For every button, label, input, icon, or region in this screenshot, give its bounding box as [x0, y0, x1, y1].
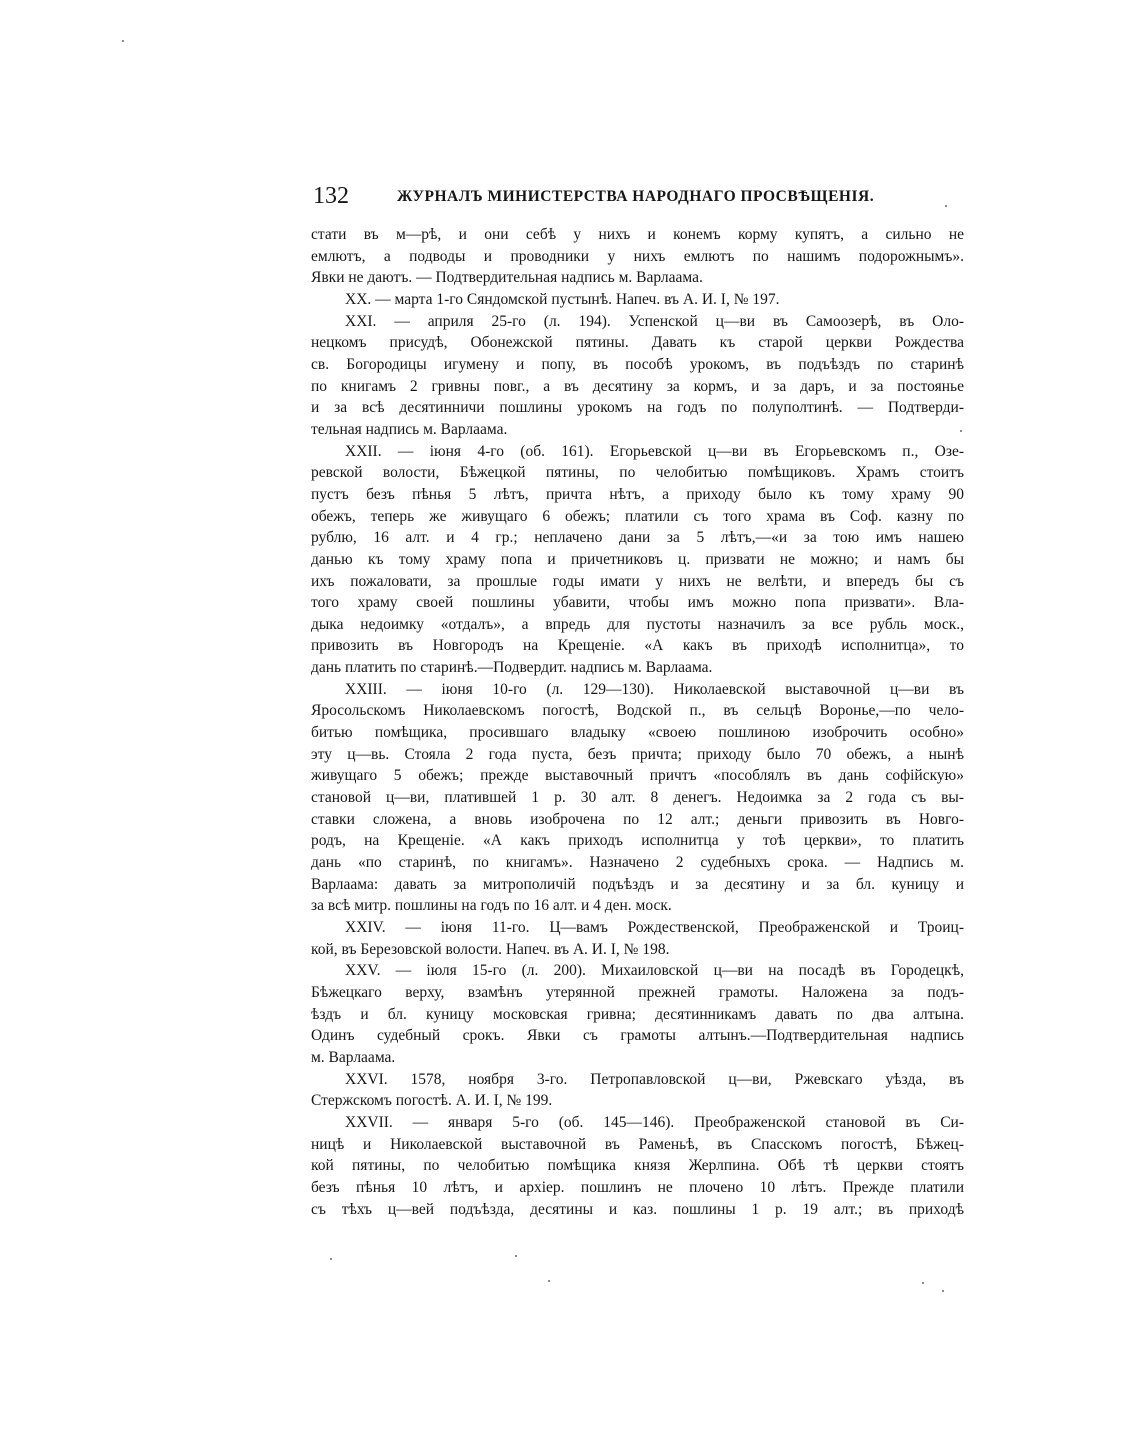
page-number: 132 [313, 183, 349, 209]
text-line: нецкомъ присудѣ, Обонежской пятины. Давать къ старой церкви Рождества [311, 334, 964, 352]
scan-speck [945, 205, 947, 207]
text-line: и за всѣ десятинничи пошлины урокомъ на годъ по полуполтинѣ. — Подтверди- [311, 399, 964, 417]
text-line: обежъ, теперь же живущаго 6 обежъ; платили съ того храма въ Соф. казну по [311, 507, 964, 525]
text-line: XXVII. — января 5-го (об. 145—146). Преображенской становой въ Си- [345, 1113, 964, 1131]
text-line: ставки сложена, а вновь изоброчена по 12 алт.; деньги привозить въ Новго- [311, 810, 964, 828]
text-line: емлютъ, а подводы и проводники у нихъ емлютъ по нашимъ подорожнымъ». [311, 247, 964, 265]
text-line: того храму своей пошлины убавити, чтобы имъ можно попа призвати». Вла- [311, 594, 964, 612]
text-line: битью помѣщика, просившаго владыку «своею пошлиною изоброчить особно» [311, 724, 964, 742]
text-line: данью къ тому храму попа и причетниковъ ц. призвати не можно; и намъ бы [311, 550, 964, 568]
scan-speck [122, 40, 124, 42]
scan-speck [548, 1280, 550, 1282]
text-line: безъ пѣнья 10 лѣтъ, и архіер. пошлинъ не плочено 10 лѣтъ. Прежде платили [311, 1178, 964, 1196]
text-line: ницѣ и Николаевской выставочной въ Раменьѣ, въ Спасскомъ погостѣ, Бѣжец- [311, 1135, 964, 1153]
text-line: XXV. — іюля 15-го (л. 200). Михаиловской ц—ви на посадѣ въ Городецкѣ, [345, 962, 964, 980]
text-line: ѣздъ и бл. куницу московская гривна; десятинникамъ давать по два алтына. [311, 1005, 964, 1023]
scan-speck [960, 430, 962, 432]
scan-speck [515, 1255, 517, 1257]
text-line: св. Богородицы игумену и попу, въ пособѣ урокомъ, въ подъѣздъ по старинѣ [311, 355, 964, 373]
text-line: тельная надпись м. Варлаама. [311, 420, 508, 438]
text-line: дань «по старинѣ, по книгамъ». Назначено 2 судебныхъ срока. — Надпись м. [311, 854, 964, 872]
text-line: кой пятины, по челобитью помѣщика князя Жерлпина. Обѣ тѣ церкви стоятъ [311, 1157, 964, 1175]
scan-speck [922, 1282, 924, 1284]
text-line: эту ц—вь. Стояла 2 года пуста, безъ причта; приходу было 70 обежъ, а нынѣ [311, 745, 964, 763]
body-text [311, 224, 964, 1224]
text-line: стати въ м—рѣ, и они себѣ у нихъ и конемъ корму купятъ, а сильно не [311, 226, 964, 243]
text-line: XXIV. — іюня 11-го. Ц—вамъ Рождественской, Преображенской и Троиц- [345, 919, 964, 936]
text-line: привозить въ Новгородъ на Крещеніе. «А какъ въ приходѣ исполнитца», то [311, 637, 964, 655]
text-line: пустъ безъ пѣнья 5 лѣтъ, причта нѣтъ, а приходу было къ тому храму 90 [311, 485, 964, 503]
text-line: XXVI. 1578, ноября 3-го. Петропавловской ц—ви, Ржевскаго уѣзда, въ [345, 1070, 964, 1088]
text-line: за всѣ митр. пошлины на годъ по 16 алт. и 4 ден. моск. [311, 897, 672, 915]
text-line: дыка недоимку «отдалъ», а впредь для пустоты назначилъ за все рубль моск., [311, 615, 964, 633]
scan-speck [330, 1258, 332, 1260]
text-line: Стержскомъ погостѣ. А. И. I, № 199. [311, 1092, 553, 1110]
text-line: по книгамъ 2 гривны повг., а въ десятину за кормъ, и за даръ, и за постоянье [311, 377, 964, 395]
text-line: съ тѣхъ ц—вей подъѣзда, десятины и каз. пошлины 1 р. 19 алт.; въ приходѣ [311, 1200, 964, 1218]
text-line: живущаго 5 обежъ; прежде выставочный причтъ «пособлялъ въ дань софійскую» [311, 767, 964, 785]
text-line: кой, въ Березовской волости. Напеч. въ А. И. I, № 198. [311, 940, 670, 958]
text-line: Варлаама: давать за митрополичій подъѣздъ и за десятину и за бл. куницу и [311, 875, 964, 893]
text-line: XXI. — априля 25-го (л. 194). Успенской ц—ви въ Самоозерѣ, въ Оло- [345, 312, 964, 330]
text-line: Бѣжецкаго верху, взамѣнъ утерянной прежней грамоты. Наложена за подъ- [311, 983, 964, 1001]
running-title: ЖУРНАЛЪ МИНИСТЕРСТВА НАРОДНАГО ПРОСВѢЩЕНІЯ. [397, 188, 875, 205]
scan-speck [942, 1290, 944, 1292]
text-line: рублю, 16 алт. и 4 гр.; неплачено дани за 5 лѣтъ,—«и за тою имъ нашею [311, 529, 964, 547]
text-line: XX. — марта 1-го Сяндомской пустынѣ. Напеч. въ А. И. I, № 197. [345, 290, 780, 308]
text-line: Одинъ судебный срокъ. Явки съ грамоты алтынъ.—Подтвердительная надпись [311, 1027, 964, 1045]
text-line: Яросольскомъ Николаевскомъ погостѣ, Водской п., въ сельцѣ Воронье,—по чело- [311, 702, 964, 720]
text-line: м. Варлаама. [311, 1048, 396, 1066]
page-header [311, 180, 964, 212]
text-line: XXII. — іюня 4-го (об. 161). Егорьевской ц—ви въ Егорьевскомъ п., Озе- [345, 442, 964, 460]
text-line: родъ, на Крещеніе. «А какъ приходъ исполнитца у тоѣ церкви», то платить [311, 832, 964, 850]
text-line: ревской волости, Бѣжецкой пятины, по челобитью помѣщиковъ. Храмъ стоитъ [311, 464, 964, 482]
text-line: XXIII. — іюня 10-го (л. 129—130). Николаевской выставочной ц—ви въ [345, 680, 964, 698]
text-line: дань платить по старинѣ.—Подвердит. надпись м. Варлаама. [311, 659, 713, 677]
text-line: становой ц—ви, платившей 1 р. 30 алт. 8 денегъ. Недоимка за 2 года съ вы- [311, 789, 964, 807]
text-line: ихъ пожаловати, за прошлые годы имати у нихъ не велѣти, и впередъ бы съ [311, 572, 964, 590]
text-line: Явки не даютъ. — Подтвердительная надпись м. Варлаама. [311, 269, 703, 287]
